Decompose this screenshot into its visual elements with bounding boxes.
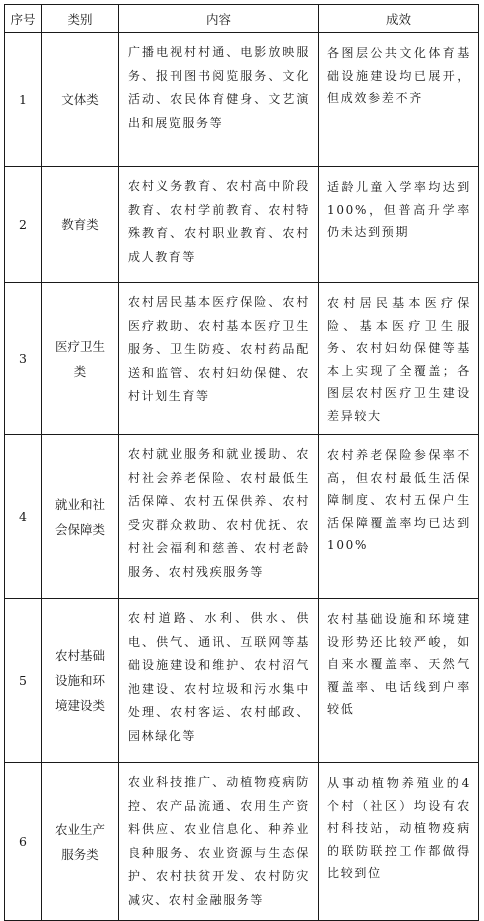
row-category: 就业和社会保障类 <box>42 435 119 599</box>
row-effect: 从事动植物养殖业的4个村（社区）均设有农村科技站，动植物疫病的联防联控工作都做得比较到位 <box>319 763 479 921</box>
header-index: 序号 <box>5 5 42 33</box>
row-effect: 农村居民基本医疗保险、基本医疗卫生服务、农村妇幼保健等基本上实现了全覆盖；各图层农村医疗卫生建设差异较大 <box>319 283 479 435</box>
row-category: 医疗卫生类 <box>42 283 119 435</box>
row-content: 农村义务教育、农村高中阶段教育、农村学前教育、农村特殊教育、农村职业教育、农村成人教育等 <box>119 167 319 283</box>
row-category: 农村基础设施和环境建设类 <box>42 599 119 763</box>
row-index: 4 <box>5 435 42 599</box>
table-row <box>5 33 479 167</box>
row-category: 教育类 <box>42 167 119 283</box>
row-effect: 农村基础设施和环境建设形势还比较严峻，如自来水覆盖率、天然气覆盖率、电话线到户率较低 <box>319 599 479 763</box>
row-index: 6 <box>5 763 42 921</box>
row-effect: 农村养老保险参保率不高，但农村最低生活保障制度、农村五保户生活保障覆盖率均已达到100% <box>319 435 479 599</box>
row-content: 农村道路、水利、供水、供电、供气、通讯、互联网等基础设施建设和维护、农村沼气池建设、农村垃圾和污水集中处理、农村客运、农村邮政、园林绿化等 <box>119 599 319 763</box>
header-category: 类别 <box>42 5 119 33</box>
row-index: 1 <box>5 33 42 167</box>
row-content: 广播电视村村通、电影放映服务、报刊图书阅览服务、文化活动、农民体育健身、文艺演出和展览服务等 <box>119 33 319 167</box>
table-row <box>5 435 479 599</box>
row-effect: 各图层公共文化体育基础设施建设均已展开，但成效参差不齐 <box>319 33 479 167</box>
row-index: 2 <box>5 167 42 283</box>
row-index: 3 <box>5 283 42 435</box>
table-row <box>5 763 479 921</box>
row-effect: 适龄儿童入学率均达到100%，但普高升学率仍未达到预期 <box>319 167 479 283</box>
row-content: 农村就业服务和就业援助、农村社会养老保险、农村最低生活保障、农村五保供养、农村受灾群众救助、农村优抚、农村社会福利和慈善、农村老龄服务、农村残疾服务等 <box>119 435 319 599</box>
row-category: 农业生产服务类 <box>42 763 119 921</box>
table-row <box>5 283 479 435</box>
row-index: 5 <box>5 599 42 763</box>
row-content: 农村居民基本医疗保险、农村医疗救助、农村基本医疗卫生服务、卫生防疫、农村药品配送和监管、农村妇幼保健、农村计划生育等 <box>119 283 319 435</box>
header-content: 内容 <box>119 5 319 33</box>
header-effect: 成效 <box>319 5 479 33</box>
table-row <box>5 167 479 283</box>
table-row <box>5 599 479 763</box>
table-header-row <box>5 5 479 33</box>
row-category: 文体类 <box>42 33 119 167</box>
public-services-table <box>4 4 479 921</box>
row-content: 农业科技推广、动植物疫病防控、农产品流通、农用生产资料供应、农业信息化、种养业良种服务、农业资源与生态保护、农村扶贫开发、农村防灾减灾、农村金融服务等 <box>119 763 319 921</box>
